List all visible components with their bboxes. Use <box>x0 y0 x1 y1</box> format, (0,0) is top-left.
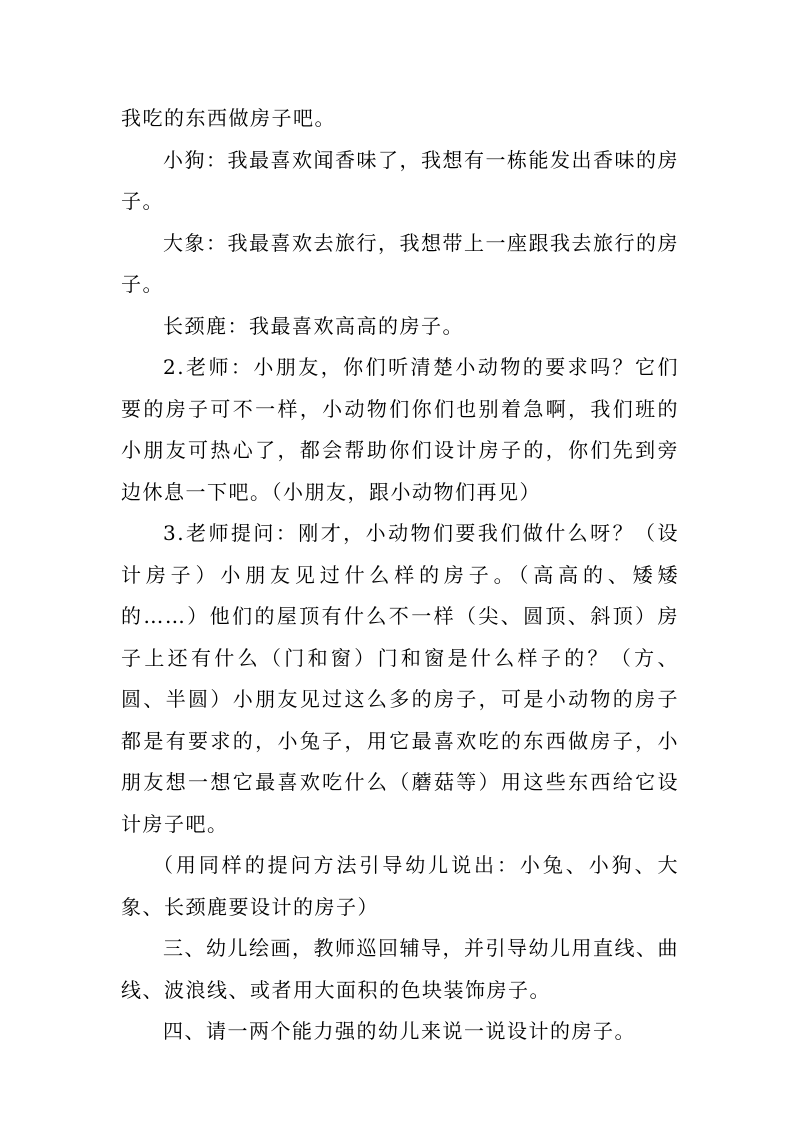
paragraph: 小狗：我最喜欢闻香味了，我想有一栋能发出香味的房子。 <box>121 147 679 213</box>
document-body <box>121 98 679 1053</box>
paragraph: 三、幼儿绘画，教师巡回辅导，并引导幼儿用直线、曲线、波浪线、或者用大面积的色块装饰房子。 <box>121 936 679 1002</box>
paragraph: 长颈鹿：我最喜欢高高的房子。 <box>163 313 464 338</box>
paragraph: 我吃的东西做房子吧。 <box>121 106 336 130</box>
paragraph: （用同样的提问方法引导幼儿说出：小兔、小狗、大象、长颈鹿要设计的房子） <box>121 853 679 919</box>
paragraph: 2.老师：小朋友，你们听清楚小动物的要求吗？它们要的房子可不一样，小动物们你们也别着急啊，我们班的小朋友可热心了，都会帮助你们设计房子的，你们先到旁边休息一下吧。（小朋友，跟小动物们再见） <box>121 355 679 504</box>
paragraph: 3.老师提问：刚才，小动物们要我们做什么呀？（设计房子）小朋友见过什么样的房子。（高高的、矮矮的……）他们的屋顶有什么不一样（尖、圆顶、斜顶）房子上还有什么（门和窗）门和窗是什么样子的？（方、圆、半圆）小朋友见过这么多的房子，可是小动物的房子都是有要求的，小兔子，用它最喜欢吃的东西做房子，小朋友想一想它最喜欢吃什么（蘑菇等）用这些东西给它设计房子吧。 <box>121 521 679 836</box>
paragraph: 四、请一两个能力强的幼儿来说一说设计的房子。 <box>163 1019 636 1043</box>
paragraph: 大象：我最喜欢去旅行，我想带上一座跟我去旅行的房子。 <box>121 230 679 296</box>
